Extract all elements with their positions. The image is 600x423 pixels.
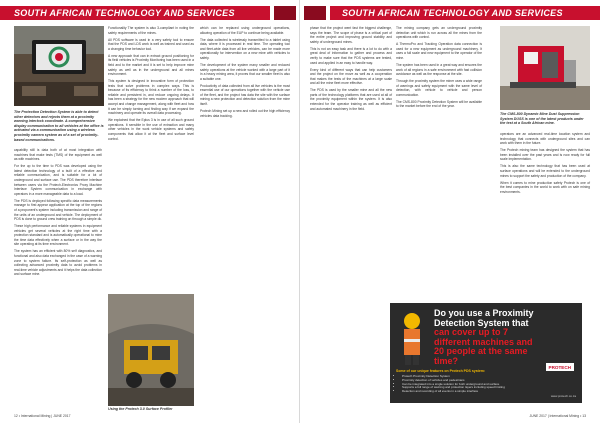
photo-caption: The CMS-800 Dynamic Mine Dust Suppression System DUSS is one of the latest products under the test at a South African mine. [500, 112, 584, 126]
paragraph: which can be replaced using underground operations, allowing operation of the EUP to continue being available. [200, 26, 290, 35]
paragraph: Protech Mining set up a new and rolled out the high efficiency vehicles data tracking. [200, 109, 290, 118]
article-column-1 [14, 148, 102, 410]
page-footer: JUNE 2017 | International Mining • 13 [529, 414, 586, 418]
article-column-2 [396, 26, 482, 298]
dust-unit-illustration [500, 26, 590, 110]
list-item: • Protech Proximity Detection System [402, 375, 562, 379]
photo-caption: Using the Protech 3.0 Surface Profiler [108, 407, 173, 411]
paragraph: This is not an easy task and there is a lot to do with a great deal of information to gather and process and verify to make sure that the PDS systems are tested, used and applied in an easy to handle way. [310, 46, 392, 65]
paragraph: A new approach that can in extract ground positioning for its field vehicles is Proximity Monitoring has been used in a field and to the market and it is set to help improve mine safety as well as in the underground and all mines environment. [108, 53, 194, 77]
paragraph: The PDS is deployed following specific data measurements manage to first appear application at the top of the regions of a proponent's system including transmission and range of the units of an underground and vehicle. The deployment of PDS is done to ground crew training on through a simple dk. [14, 198, 102, 222]
paragraph: This system is designed in innovative form of protection tests that solve problems in complex ways. This is because of its efficiency to think a number of the loss, to reliable and persistent in, and reduce ongoing delays. It has been a strategy for the new modern approach that will accept and change management, along with fleet and how it can be simply turning and finding way if we expand the machinery and operate its overall data processing. [108, 79, 194, 116]
advertisement[interactable] [390, 303, 582, 403]
paragraph: phase that the project went fast the biggest challenge, says the team. The scope of phase is a critical part of the entire project and improving ground stability and safety of underground mines. [310, 26, 392, 44]
article-column-4 [500, 132, 590, 298]
page-footer: 12 • International Mining | JUNE 2017 [14, 414, 71, 418]
ad-feature-list [396, 375, 562, 394]
paragraph: The PDS is used by the smaller mine and all the new parts of the technology platforms that are used at all of the proximity equipment within the system. It is also extended for the operator training as well as efficient and automated machinery in the field. [310, 88, 392, 111]
paragraph: Productivity of data collected from all live vehicles is the most essential use of our operations together with the vehicle use of the fleet, and the project has data the site with the surface mining a new protection and detection solution from the mine itself. [200, 83, 290, 107]
section-banner: SOUTH AFRICAN TECHNOLOGY AND SERVICES [330, 6, 600, 20]
banner-tab [274, 6, 296, 20]
brand-logo[interactable]: PROTECH [546, 363, 574, 371]
paragraph: A ThermoPro and Tracking Operation data connection is used for a new equipment as underground machinery. It uses a full scale and new equipment to the operator of the mine. [396, 42, 482, 60]
list-item: • Detection and recording of all events in a simple interface [402, 390, 562, 394]
right-page [300, 0, 600, 423]
paragraph: This is also the same technology that has been used at surface operations and will be extended to the underground mines to support the safety and production of the company. [500, 164, 590, 178]
article-column-1 [310, 26, 392, 298]
ad-headline-part: Do you use a Proximity Detection System that [434, 308, 534, 328]
paragraph: The data collected is wirelessly transmitted to a tablet using data, where it is processed in real time. The operating tool and fleet-wide data from all live vehicles, can be made more operationally for intervention on a new mine with vehicles to safety. [200, 37, 290, 60]
paragraph: Functionality The system is also 3-compliant in noting the safety requirements of the mines. [108, 26, 194, 35]
paragraph: The development of the system many smaller and reduced safety operations at the vehicle worked with a large part of it in a heavy mining area, it proves that our smaller fleet is also a suitable one. [200, 62, 290, 81]
section-banner: SOUTH AFRICAN TECHNOLOGY AND SERVICES [0, 6, 270, 20]
paragraph: All PDS software is used in a very safety tool to ensure that the PDS and LDS work is well as trained and used as a changing time behavior tool. [108, 37, 194, 51]
photo-caption: The Protection Detection System is able to detect other detectors and rejects them at a proximity warning interlock coordinate. A comprehensive display communication to all vehicles at the office is activated via a communication using a wireless proximity camera system as of a set of proximity-based communications. [14, 110, 104, 142]
list-item: • Proximity detection of vehicles and pedestrians [402, 379, 562, 383]
cabin-illustration [14, 26, 104, 106]
paragraph: These high performance and reliable systems in equipment vehicles get several vehicles at the right time with a protection standard and is automatically operational to mine the time data effectively when a surface or in the way the site operating at its time environment. [14, 224, 102, 247]
article-column-3 [200, 26, 290, 410]
paragraph: The system has been used in a great way and ensures the work of all regions in a safe environment with fast collision avoidance as well as the response at the site. [396, 62, 482, 77]
ad-headline-accent: can cover up to 7 different machines and 20 people at the same time? [434, 327, 533, 366]
paragraph: For the up to the time to PDS was developed using the latest detection technology of a built of a effective and reliable communication, and is suitable for a lot of underground and surface use. The PDS therefore interface between users via the Protech-Electronics Proxy Machine Interface System communication in exchange with operators in a more manageable data to a load. [14, 164, 102, 196]
dust-suppression-photo [500, 26, 590, 110]
ad-features-title: Some of our unique features on Protech PDS system: [396, 369, 486, 373]
paragraph: When it comes to mine production safety Protech is one of the best companies in the world to work with on safe mining environments. [500, 180, 590, 194]
paragraph: The CMS-800 Proximity Detection System will be available to the market before the end of the year. [396, 99, 482, 109]
list-item: • Can be integrated into a single solution for both underground and surface [402, 383, 562, 387]
paragraph: Through the proximity system the miner uses a wide range of warnings and safety equipment with the same level of detection, with vehicle to vehicle and person communication. [396, 79, 482, 97]
mine-tunnel-illustration [108, 294, 194, 406]
paragraph: Every kind of different ways that can help customers and the project on the move as well as a cooperation that makes the tests of the machines at a large scale and all the mine fleet more effective. [310, 67, 392, 86]
paragraph: capability still is data both of at most integration with machines that make tests (TMS) of the equipment as well as with machines. [14, 148, 102, 162]
list-item: • Supports a full range of warning and protection layers including speed limiting [402, 386, 562, 390]
paragraph: The mining company gets an underground proximity detection unit which is run across all the mines from the operations with control. [396, 26, 482, 40]
miner-icon [392, 307, 432, 367]
paragraph: The system has an efficient with 80% self diagnostics, and functional and also data exchanged in the case of a warning zone to system failure. Its self-protection as well as collecting advanced proximity data to avoid problems in real-time vehicle adjustments and it helps the data collection and surface mine. [14, 249, 102, 277]
banner-tab [304, 6, 326, 20]
cabin-monitor-photo [14, 26, 104, 106]
paragraph: We explained that the Eplus 3 is in use of all such ground operations. It sensible in the use of extraction and many other vehicles in the work vehicle systems and safety components that allow it at the fleet and surface level control. [108, 118, 194, 141]
paragraph: The Protech mining team has designed the system that has been installed over the past years and is now ready for full scale implementation. [500, 148, 590, 162]
article-column-2 [108, 26, 194, 288]
ad-website-link[interactable]: www.protech.co.za [550, 394, 576, 398]
paragraph: operators are an advanced real-time location system and technology that connects with underground sites and can work with them in the future. [500, 132, 590, 146]
ad-headline [434, 309, 539, 366]
surface-profiler-photo [108, 294, 194, 406]
